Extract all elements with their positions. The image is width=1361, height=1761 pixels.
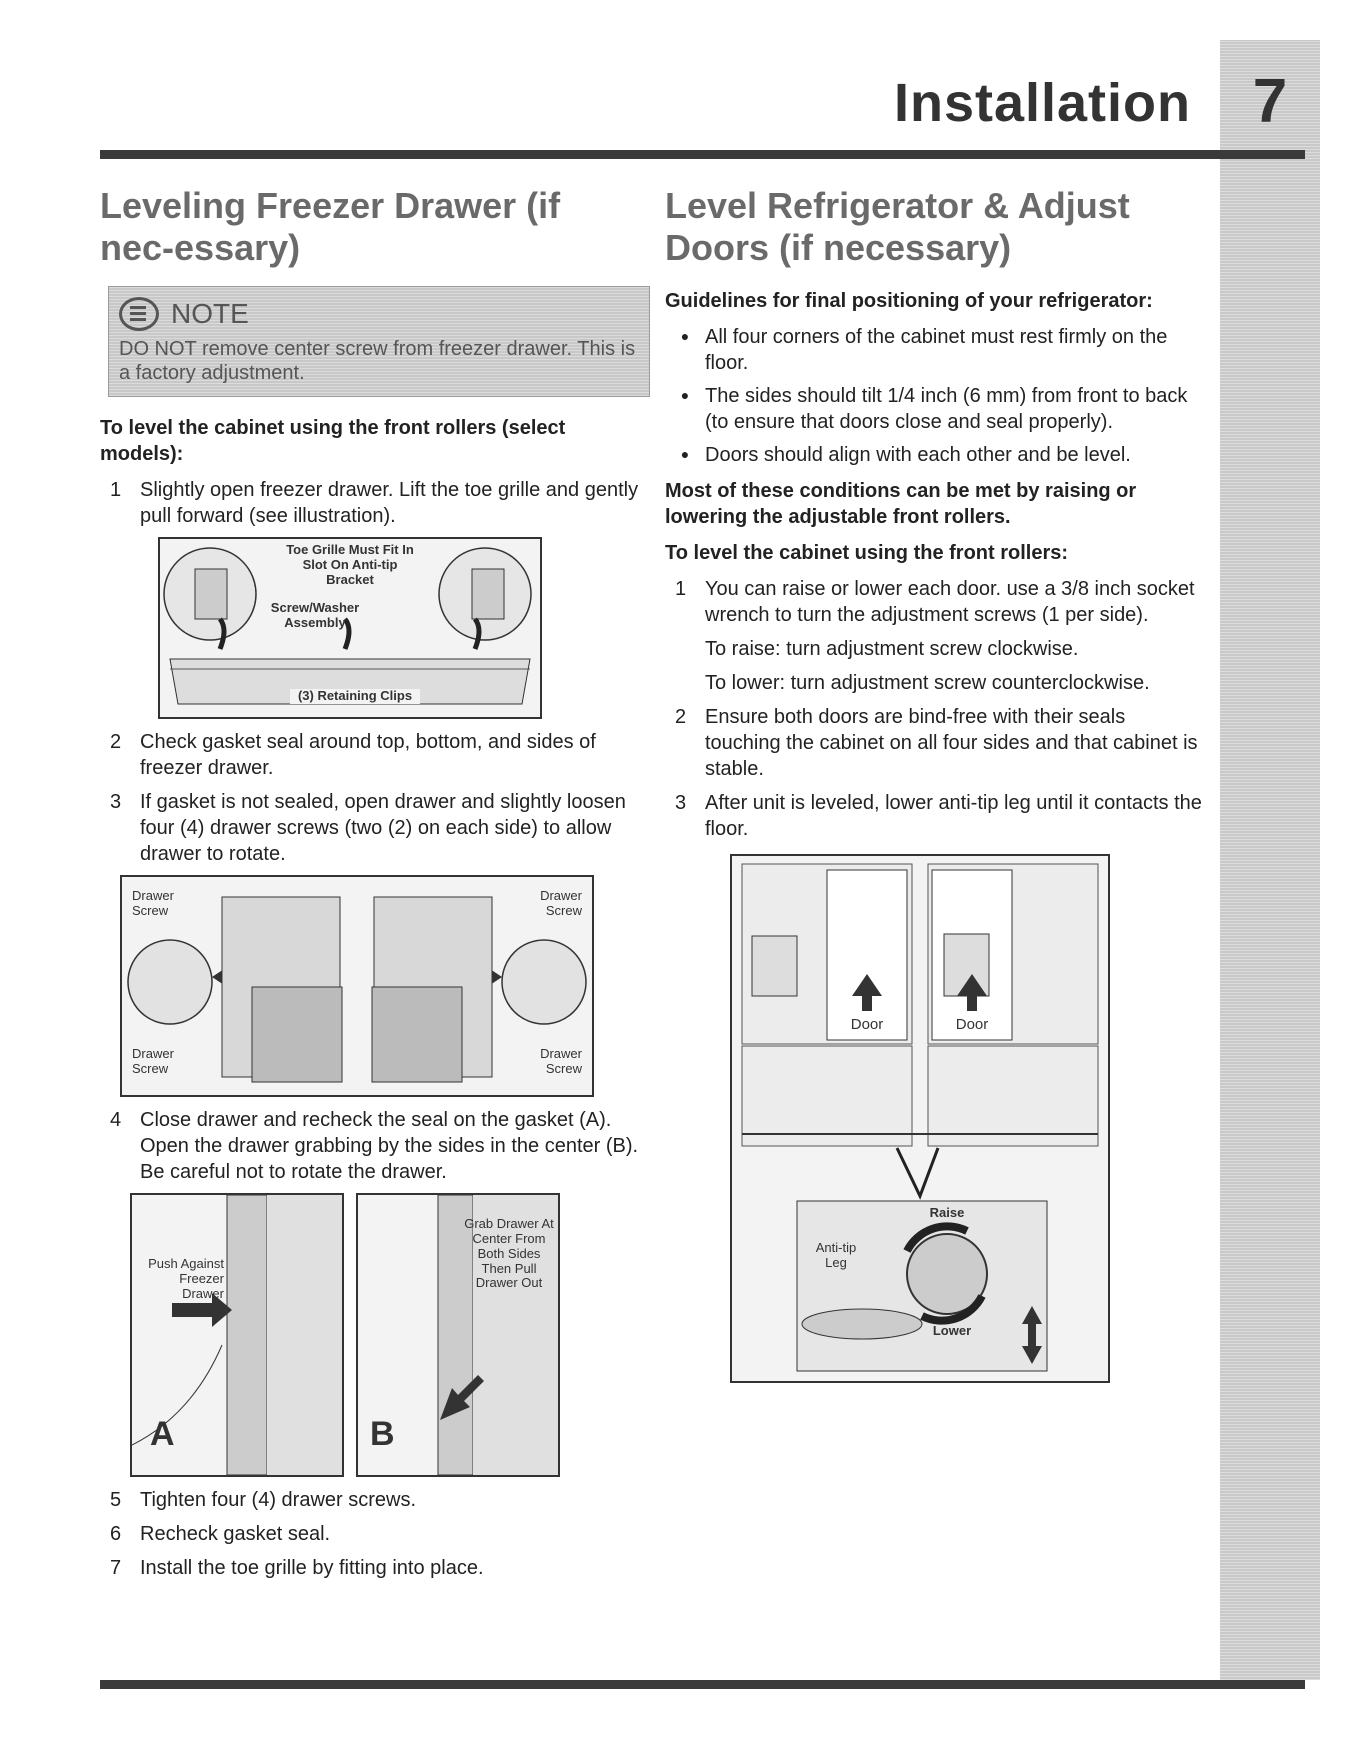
right-heading: Level Refrigerator & Adjust Doors (if necessary) <box>665 185 1130 269</box>
left-steps-b <box>100 729 640 867</box>
drawer-screws-illustration <box>120 875 594 1097</box>
note-box <box>108 286 650 397</box>
raise-instruction: To raise: turn adjustment screw clockwise. <box>705 637 1079 660</box>
grab-drawer-label: Grab Drawer At Center From Both Sides Then Pull Drawer Out <box>464 1215 554 1291</box>
level-refrigerator-illustration <box>730 854 1110 1383</box>
figure-b-label: B <box>370 1414 395 1453</box>
step-item: 7 Install the toe grille by fitting into place. <box>110 1556 484 1579</box>
guideline-item: ● Doors should align with each other and be level. <box>680 443 1131 466</box>
toe-grille-label: Toe Grille Must Fit In Slot On Anti-tip Bracket <box>286 541 414 587</box>
left-subhead: To level the cabinet using the front rollers (select models): <box>100 416 566 465</box>
gasket-illustrations <box>130 1193 640 1477</box>
step-item: 6 Recheck gasket seal. <box>110 1522 331 1545</box>
figure-a-label: A <box>150 1414 175 1453</box>
guidelines-list <box>665 324 1205 468</box>
push-against-label: Push Against Freezer Drawer <box>148 1255 224 1301</box>
anti-tip-leg-label: Anti-tip Leg <box>815 1239 857 1270</box>
step-item: 4 Close drawer and recheck the seal on the gasket (A). Open the drawer grabbing by the sides in the center (B). Be careful not to rotate the drawer. <box>110 1108 639 1183</box>
gasket-figure-a <box>130 1193 344 1477</box>
section-title: Installation <box>893 73 1191 133</box>
step-item: 3 After unit is leveled, lower anti-tip leg until it contacts the floor. <box>675 791 1202 840</box>
note-label: NOTE <box>171 297 249 329</box>
raise-label: Raise <box>929 1204 965 1220</box>
left-heading: Leveling Freezer Drawer (if nec-essary) <box>100 185 561 269</box>
drawer-screw-label-br: Drawer Screw <box>540 1045 582 1076</box>
step-item: 1 You can raise or lower each door. use a 3/8 inch socket wrench to turn the adjustment screws (1 per side). <box>675 577 1195 626</box>
right-steps-a <box>665 576 1205 628</box>
toe-grille-illustration <box>158 537 542 719</box>
drawer-screws-drawing <box>122 877 592 1095</box>
refrigerator-drawing <box>732 856 1108 1381</box>
step-item: 5 Tighten four (4) drawer screws. <box>110 1488 417 1511</box>
left-steps-a <box>100 477 640 529</box>
step-item: 2 Check gasket seal around top, bottom, and sides of freezer drawer. <box>110 730 596 779</box>
note-icon <box>119 297 159 331</box>
guideline-item: ● All four corners of the cabinet must rest firmly on the floor. <box>680 325 1168 374</box>
right-steps-b <box>665 704 1205 842</box>
step-item: 3 If gasket is not sealed, open drawer and slightly loosen four (4) drawer screws (two (2) on each side) to allow drawer to rotate. <box>110 790 626 865</box>
guidelines-heading: Guidelines for final positioning of your refrigerator: <box>665 289 1153 312</box>
top-rule <box>100 150 1305 159</box>
drawer-screw-label-tr: Drawer Screw <box>540 887 582 918</box>
side-tab-bar <box>1220 40 1320 1680</box>
screw-washer-label: Screw/Washer Assembly <box>270 599 360 630</box>
guideline-item: ● The sides should tilt 1/4 inch (6 mm) from front to back (to ensure that doors close and seal properly). <box>680 384 1188 433</box>
note-text: DO NOT remove center screw from freezer drawer. This is a factory adjustment. <box>119 337 636 385</box>
bottom-rule <box>100 1680 1305 1689</box>
step-item: 2 Ensure both doors are bind-free with their seals touching the cabinet on all four sides and that cabinet is stable. <box>675 705 1198 780</box>
note-header <box>119 297 639 331</box>
door-right-label: Door <box>955 1015 989 1033</box>
conditions-heading: Most of these conditions can be met by raising or lowering the adjustable front rollers. <box>665 479 1137 528</box>
left-steps-d <box>100 1487 640 1581</box>
left-steps-c <box>100 1107 640 1185</box>
step-item: 1 Slightly open freezer drawer. Lift the toe grille and gently pull forward (see illustration). <box>110 478 639 527</box>
gasket-figure-b <box>356 1193 560 1477</box>
lower-label: Lower <box>932 1322 972 1338</box>
level-heading: To level the cabinet using the front rollers: <box>665 541 1069 564</box>
page-number: 7 <box>1252 67 1288 136</box>
door-left-label: Door <box>850 1015 884 1033</box>
drawer-screw-label-bl: Drawer Screw <box>132 1045 174 1076</box>
retaining-clips-label: (3) Retaining Clips <box>290 689 420 704</box>
lower-instruction: To lower: turn adjustment screw counterclockwise. <box>705 671 1150 694</box>
left-column <box>100 185 640 1589</box>
right-column <box>665 185 1205 1393</box>
drawer-screw-label-tl: Drawer Screw <box>132 887 174 918</box>
